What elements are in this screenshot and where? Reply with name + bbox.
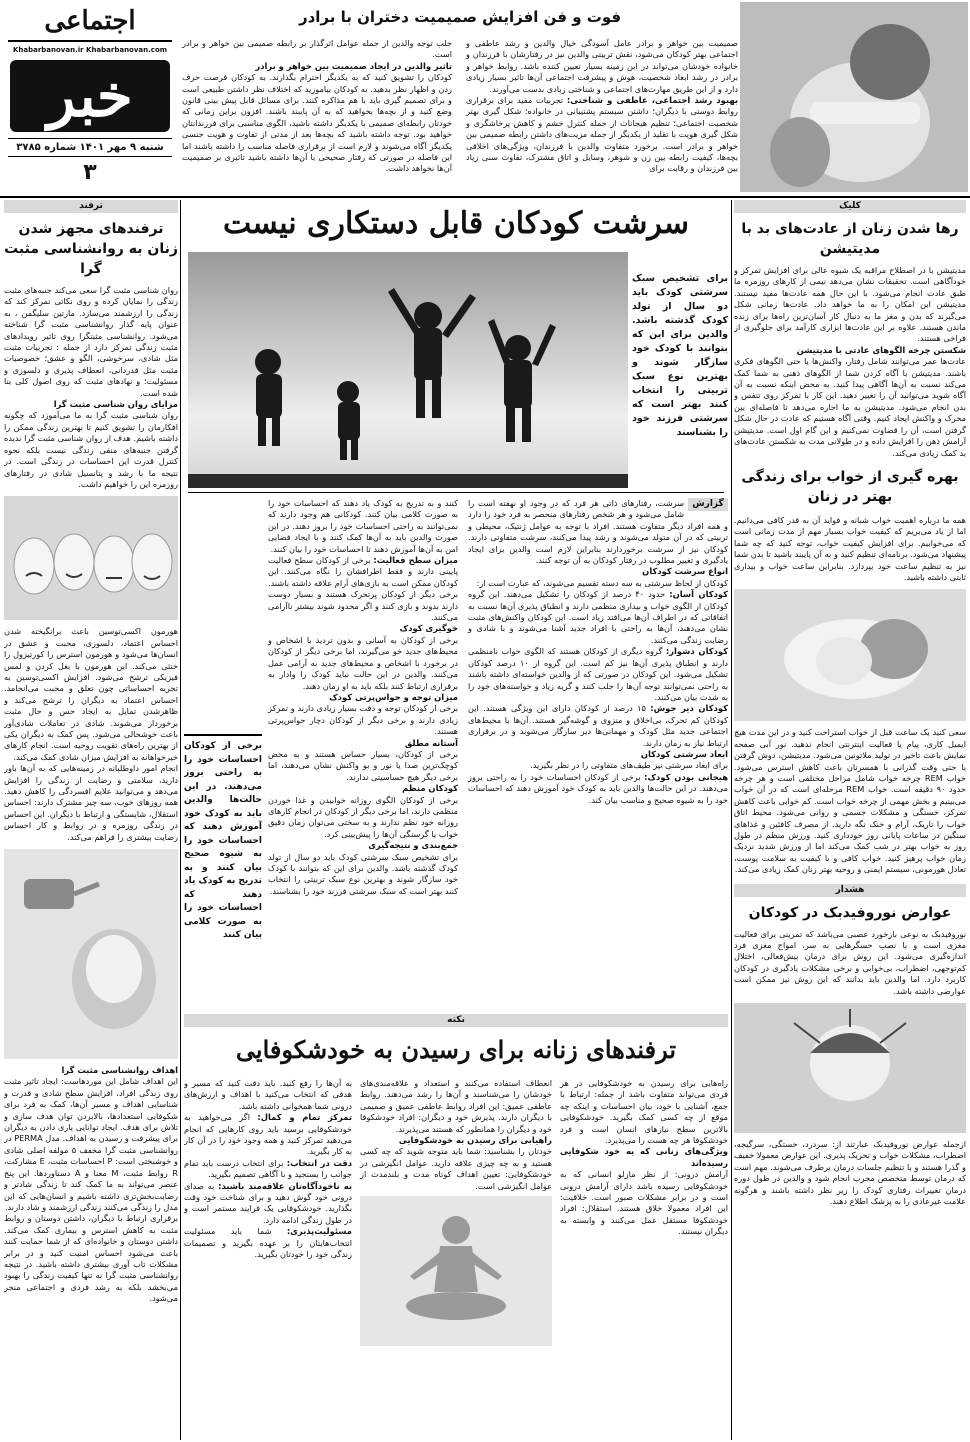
sleep-title: بهره گیری از خواب برای زندگی بهتر در زنان [741,468,959,505]
neurofeedback-child-photo [734,1003,966,1133]
main-headline: سرشت کودکان قابل دستکاری نیست [222,206,690,241]
main-col-left: کنند و به تدریج به کودک یاد دهند که احساسات خود را به صورت کلامی بیان کنند. کودکانی هم وجود دارند که نمی‌توانند به راحتی احساسات خود را بروز دهند. در این صورت والدین باید به آن‌ها کمک کنند و با ایجاد فضایی امن به آن‌ها آموزش دهند تا احساسات خود را بیان کنند. میزان سطح فعالیت: برخی از کودکان سطح فعالیت پایینی دارند و فقط اطرافشان را نگاه می‌کنند. این کودکان ممکن است به بازی‌های آرام علاقه داشته باشند. برخی دیگر از کودکان پرتحرک هستند و بسیار دوست دارند بدوند و بازی کنند و اگر محدود شوند بیشتر ناآرامی می‌کنند. خوگیری کودک برخی از کودکان به آسانی و بدون تردید با اشخاص و محیط‌های جدید خو می‌گیرند، اما برخی دیگر از کودکان در برخورد با اشخاص و محیط‌های جدید به آرامی عمل می‌کنند. والدین در این حالت نباید کودک را وادار به برقراری ارتباط کنند بلکه باید به او زمان دهند. میزان توجه و حواس‌پرتی کودک برخی از کودکان توجه و دقت بسیار زیادی دارند و تمرکز زیادی دارند و برخی دیگر از کودکان دچار حواس‌پرتی هستند. آستانه مطلق برخی از کودکان، بسیار حساس هستند و به محض کوچک‌ترین صدا یا نور و بو واکنش نشان می‌دهند، اما برخی دیگر هیچ حساسیتی ندارند. کودکان منظم برخی از کودکان الگوی روزانه خوابیدن و غذا خوردن منظمی دارند، اما برخی دیگر از کودکان در انجام کارهای روزانه خود نظم ندارند و به سختی می‌توان زمان دقیق خواب یا گرسنگی آن‌ها را پیش‌بینی کرد. جمع‌بندی و نتیجه‌گیری برای تشخیص سبک سرشتی کودک باید دو سال از تولد کودک گذشته باشد. والدین برای این که بتوانند با کودک خود سازگار شوند و بهترین نوع سبک تربیتی را انتخاب کنند بهتر است که سبک سرشتی فرزند خود را بشناسند. [268,498,458,896]
main-kicker: برای تشخیص سبک سرشتی کودک باید دو سال از تولد کودک گذشته باشد. والدین برای این که بتوانند با کودک خود سازگار شوند و بهترین نوع سبک تربیتی را انتخاب کنند بهتر است که سرشتی فرزند خود را بشناسند [632,273,728,438]
right-title: رها شدن زنان از عادت‌های بد با مدیتیشن [741,221,959,257]
bottom-col-1: راه‌هایی برای رسیدن به خودشکوفایی در هر فردی می‌تواند متفاوت باشد از جمله: ارتباط با جمع، آشنایی با خود، بیان احساسات و اینکه چه موقع از چه کسی کمک بگیرید. خودشکوفایی بالاترین سطح نیازهای انسان است و فرد خودشکوفا هر چه هست را می‌پذیرد. ویژگی‌های زنانی که به خود شکوفایی رسیده‌اند آرامش درونی: از نظر مازلو انسانی که به خودشکوفایی رسیده باشد دارای آرامش درونی است و در برابر مشکلات صبور است. خلاقیت: این افراد معمولا خلاق هستند. استقلال: افراد خودشکوفا مستقل عمل می‌کنند و وابسته به دیگران نیستند. [560,1078,728,1237]
emoji-eggs-photo [4,496,178,620]
bottom-col-3: به آن‌ها را رفع کنید. باید دقت کنید که مسیر و هدفی که انتخاب می‌کنید با اهداف و ارزش‌های درونی شما همخوانی داشته باشد. تمرکز تمام و کمال: اگر می‌خواهید به خودشکوفایی برسید باید روی کارهایی که انجام می‌دهید تمرکز کنید و همه وجود خود را در آن کار به کار بگیرید. دقت در انتخاب: برای انتخاب درست باید تمام جوانب را بسنجید و با آگاهی تصمیم بگیرید. به ناخودآگاه‌تان علاقه‌مند باشید: به صدای درونی خود گوش دهید و برای شناخت خود وقت بگذارید. خودشکوفایی یک فرایند مستمر است و در طول زندگی ادامه دارد. مسئولیت‌پذیری: شما باید مسئولیت انتخاب‌هایتان را بر عهده بگیرید و تصمیمات زندگی خود را خودتان بگیرید. [184,1078,353,1260]
woman-watering-photo [4,849,178,1059]
child-blindfold-photo [740,2,968,192]
jumping-children-photo [188,252,628,488]
main-col-right: گزارش سرشت، رفتارهای ذاتی هر فرد که در وجود او نهفته است را شامل می‌شود و هر شخص رفتارهای منحصر به فرد خود را دارد و همه افراد دیگر متفاوت هستند. افراد با توجه به عوامل ژنتیک، محیطی و تربیتی که در آن متولد می‌شوند و رشد پیدا می‌کنند، سرشت متفاوتی دارند. کودکان نیز از سرشت برخوردارند بنابراین لازم است والدین برای ایجاد یادگیری و تغییر مطلوب در رفتار کودکان به آن توجه کنند. انواع سرشت کودکان کودکان از لحاظ سرشتی به سه دسته تقسیم می‌شوند، که عبارت است از: کودکان آسان: حدود ۴۰ درصد از کودکان را تشکیل می‌دهند. این گروه کودکان از الگوی خواب و بیداری منظمی دارند و انطباق پذیری آن‌ها نسبت به اتفاقاتی که در اطراف آن‌ها می‌افتد زیاد است. این کودکان واکنش‌های مثبت نشان می‌دهند، آن‌ها به راحتی با افراد جدید آشنا می‌شوند و با شادی و رضایت زندگی می‌کنند. کودکان دشوار: گروه دیگری از کودکان هستند که الگوی خواب نامنظمی دارند و انطباق پذیری آن‌ها نیز کم است. این گروه از ۱۰ درصد کودکان تشکیل می‌شود. این کودکان در صورتی که از والدین خواسته‌ای داشته باشند به راحتی نمی‌توانند توجه آن‌ها را جلب کنند و گریه زیاد و خواسته‌های خود را به شدت بیان می‌کنند. کودکان دیر جوش: ۱۵ درصد از کودکان دارای این ویژگی هستند. این کودکان کم تحرک، بی‌اخلاق و منزوی و گوشه‌گیر هستند. آن‌ها با محیط‌های اجتماعی جدید مثل کودک و مهمانی‌ها دیر سازگار می‌شوند و در برقراری ارتباط نیاز به زمان دارند. ابعاد سرشتی کودکان برای ابعاد سرشتی نیز طیف‌های متفاوتی را در نظر بگیرید. هیجانی بودن کودک: برخی از کودکان احساسات خود را به راحتی بروز می‌دهند. در این حالت‌ها والدین باید به کودک خود آموزش دهند که احساسات خود را به شیوه صحیح و مناسب بیان کند. [468,498,728,805]
tag-nokte: نکته [184,1014,728,1027]
right-column: کلیک رها شدن زنان از عادت‌های بد با مدیتیشن مدیتیشن یا در اصطلاح مراقبه یک شیوه عالی برای افزایش تمرکز و خودآگاهی است. تحقیقات نشان می‌دهد نیمی از کارهای روزمره ما طبق عادت انجام می‌شود. با این حال همه عادت‌ها مفید نیستند. مدیتیشن این امکان را به ما خواهد داد. عادت‌ها زمانی شکل می‌گیرند که بدن و مغز ما به دنبال کار آسان‌ترین راه‌ها برای زنده ماندن هستند. علاوه بر این عادت‌ها ابزاری کارآمد برای جلوگیری از فراخی هستند. شکستن چرخه الگوهای عادتی با مدیتیشن عادت‌ها عمر می‌توانند شامل رفتار، واکنش‌ها یا حتی الگوهای فکری باشند. مدیتیشن با آگاه کردن شما از الگوهای ذهنی به شما کمک می‌کند نسبت به آن‌ها آگاهی پیدا کنید. به محض اینکه نسبت به آن آگاه شوید می‌توانید آن را تغییر دهید. این کار با تمرکز روی تنفس و بدن انجام می‌شود. مدیتیشن به ما اجازه می‌دهد تا فاصله‌ای بین محرک و واکنش ایجاد کنیم. وقتی آگاه هستیم که عادت در حال شکل گرفتن است، آن را قضاوت نمی‌کنیم و این گام اول است. مدیتیشن آرامش ذهن را افزایش داده و در طولانی مدت به شکستن عادت‌های بد کمک زیادی می‌کند. بهره گیری از خواب برای زندگی بهتر در زنان همه ما درباره اهمیت خواب شبانه و فواید آن به قدر کافی می‌دانیم. اما از یاد می‌بریم که کیفیت خواب بسیار مهم از مدت زمانی است که می‌خوابیم. برای افزایش کیفیت خواب، توجه کنید که چه شما پیشنهاد می‌شود. برنامه‌ای تنظیم کنید و به آن پایبند باشید تا بدن شما نیز به تنظیم ساعت خود بپردازد. بنابراین ساعت خواب و بیداری ثابتی داشته باشید. سعی کنید یک ساعت قبل از خواب استراحت کنید و در این مدت هیچ ایمیل کاری، پیام یا فعالیت اینترنتی انجام ندهید. نور آبی صفحه نمایش باعث تاخیر در تولید ملاتونین می‌شود. مدیتیشن، دوش گرفتن یا حتی وقت گذرانی با همسرتان باعث کاهش استرس می‌شود. خواب REM چرخه خواب شامل مراحل مختلفی است و هر چرخه حدود ۹۰ دقیقه است. خواب REM مرحله‌ای است که در آن خواب می‌بینیم و بخش مهمی از چرخه خواب است. کم خوابی باعث کاهش تمرکز، خستگی و مشکلات جسمی و روانی می‌شود. محیط اتاق خواب را تاریک، آرام و خنک نگه دارید. از مصرف کافئین و غذاهای سنگین در ساعات پایانی روز خودداری کنید. ورزش منظم در طول روز به خواب بهتر در شب کمک می‌کند اما از ورزش شدید نزدیک زمان خواب پرهیز کنید. خواب کافی و با کیفیت به سلامت پوست، تعادل هورمونی، سیستم ایمنی و روحیه بهتر زنان کمک زیادی می‌کند. هشدار عوارض نوروفیدبک در کودکان نوروفیدبک به نوعی بازخورد عصبی می‌باشد که تمرینی برای فعالیت مغزی است و با نصب حسگرهایی به سر، امواج مغزی فرد اندازه‌گیری می‌شود. این روش برای درمان بیش‌فعالی، اختلال کم‌توجهی، اضطراب، بی‌خوابی و برخی مشکلات یادگیری در کودکان کاربرد دارد. اما والدین باید بدانند که این روش نیز ممکن است عوارضی داشته باشد. ازجمله عوارض نوروفیدبک عبارتند از: سردرد، خستگی، سرگیجه، اضطراب، مشکلات خواب و تحریک پذیری. این عوارض معمولا خفیف و گذرا هستند و با تنظیم جلسات درمان برطرف می‌شوند. مهم است که درمان توسط متخصص مجرب انجام شود و والدین در طول دوره درمان تغییرات رفتاری کودک را زیر نظر داشته باشند و هرگونه علامت غیرعادی را به پزشک اطلاع دهند. [734,201,966,1207]
section-title: اجتماعی [44,6,136,36]
bottom-article [184,1014,728,1438]
tag-report: گزارش [688,498,728,511]
bottom-col-2: انعطاف استفاده می‌کنند و استعداد و علاقه‌مندی‌های خودشان را می‌شناسند و آن‌ها را رشد می‌دهند. روابط عاطفی عمیق: این افراد روابط عاطفی عمیق و صمیمی با دیگران دارند. پذیرش خود و دیگران: افراد خودشکوفا خود و دیگران را همانطور که هستند می‌پذیرند. راهیابی برای رسیدن به خودشکوفایی خودتان را بشناسید: شما باید متوجه شوید که چه کسی هستید و به چه چیزی علاقه دارید. عوامل انگیزشی در خودشکوفایی: تعیین اهداف کوتاه مدت و بلندمدت از عوامل انگیزشی است. [360,1078,552,1346]
main-pullquote: برخی از کودکان احساسات خود را به راحتی بروز می‌دهند. در این حالت‌ها والدین باید به کودک خود آموزش دهند که احساسات خود را به شیوه صحیح بیان کنند و به تدریج به کودک یاد دهند که احساسات خود را به صورت کلامی بیان کنند [184,734,262,943]
issue-date: شنبه ۹ مهر ۱۴۰۱ شماره ۳۷۸۵ [16,142,164,153]
top-article: فوت و فن افزایش صمیمیت دختران با برادر صمیمیت بین خواهر و برادر عامل آسودگی خیال والدین و رشد عاطفی و اجتماعی بهتر کودکان می‌شود، نقش تربیتی والدین نیز در رفتارشان با فرزندان و خانواده خودشان می‌تواند در این زمینه بسیار تعیین کننده باشد. روابط خواهر و برادر در رشد ابعاد شخصیت، هوش و پیشرفت اجتماعی آن‌ها تاثیر بسیار زیادی دارد و از این طریق مهارت‌های اجتماعی و شناختی زیادی بدست می‌آورند. بهبود رشد اجتماعی، عاطفی و شناختی: تجربیات مفید برای برقراری روابط دوستی با دیگران؛ داشتن سیستم پشتیبانی در خانواده؛ شکل گیری بهتر شخصیت اجتماعی؛ تنظیم هیجانات از جمله کنترل خشم و کاهش پرخاشگری و شکل گیری هویت با تقلید از یکدیگر از جمله مزیت‌های داشتن رابطه صمیمی بین خواهر و برادر است. برخورد متفاوت والدین با فرزندان، ویژگی‌های اخلاقی بچه‌ها، کیفیت رابطه بین زن و شوهر، وسایل و اتاق مشترک، تفاوت سنی زیاد بین فرزندان و رقابت برای جلب توجه والدین از جمله عوامل اثرگذار بر رابطه صمیمی بین خواهر و برادر است. تاثیر والدین در ایجاد صمیمیت بین خواهر و برادر کودکان را تشویق کنید که به یکدیگر احترام بگذارند. به کودکان فرصت حرف زدن و اظهار نظر بدهید. به کودکان بیاموزید که اختلاف نظر داشتن طبیعی است و برای تصمیم گیری باید با هم مذاکره کنند. برای مسائل قابل پیش بینی قانون وضع کنید و از بچه‌ها بخواهید که به آن پایبند باشند. افزون براین زمانی که خودتان رابطه‌ای صمیمی با یکدیگر داشته باشید، الگوی مناسبی برای فرزندانتان خواهید بود. توجه داشته باشید که بچه‌ها بعد از مدتی از تفاوت و هویت جنسی یکدیگر آگاه می‌شوند و لازم است از برقراری فاصله مناسب را داشته باشند اما این فاصله در صورتی که رفتار صحیحی با آن‌ها داشته باشید تاثیری بر صمیمیت آن‌ها نخواهد داشت. [182,8,738,174]
bottom-headline: ترفندهای زنانه برای رسیدن به خودشکوفایی [235,1035,677,1064]
neurofeedback-title: عوارض نوروفیدبک در کودکان [748,904,952,921]
masthead [2,2,178,192]
left-title: ترفندهای مجهز شدن زنان به روانشناسی مثبت گرا [4,221,178,277]
site-urls: Khabarbanovan.ir Khabarbanovan.com [12,46,168,54]
top-article-title: فوت و فن افزایش صمیمیت دختران با برادر [298,8,622,26]
main-article [184,200,728,1012]
logo: خبر [10,60,170,132]
meditation-figure-illustration [360,1196,552,1346]
tag-tarfand: ترفند [4,200,178,213]
tag-warning: هشدار [734,884,966,897]
left-column: ترفند ترفندهای مجهز شدن زنان به روانشناسی مثبت گرا روان شناسی مثبت گرا سعی می‌کند جنبه‌های مثبت زندگی را نمایان کرده و روی نکاتی تمرکز کند که زندگی را ارزشمند می‌سازد. مارتین سلیگمن ، به عنوان پایه گذار روانشناسی مثبت گرا شناخته می‌شود. روانشناسی مثبتگرا روی تاثیر رویدادهای مثبت زندگی تمرکز دارد از جمله : تجربیات مثبت مثل شادی، سرخوشی، الگو و عشق؛ خصوصیات مثبت مثل قدردانی، انعطاف پذیری و دلسوزی و مسئولیت؛ و نهادهای مثبت که روی اصول کلی بنا شده است. مزایای روان شناسی مثبت گرا روان شناسی مثبت گرا به ما می‌آموزد که چگونه افکارمان را تشویق کنیم تا بهترین زندگی ممکن را داشته باشیم. هدف از روان شناسی مثبت گرا ندیده گرفتن جنبه‌های منفی زندگی نیست بلکه نحوه کنترل قدرت این احساسات در زندگی است. در نتیجه ما با رشد و پتانسیل شادی در رفتارهای روزمره این را خواهیم داشت. هورمون اکسی‌توسین باعث برانگیخته شدن احساس اعتماد، دلسوزی، محبت و عشق در انسان‌ها می‌شود و هورمون استرس را کورتیزول را خنثی می‌کند. این هورمون با بغل کردن و لمس فیزیکی ترشح می‌شود. افزایش اکسی‌توسین به تجربه احساساتی چون تعلق و محبت می‌انجامد. احساس اعتماد به دیگران را ترشح می‌کند و ظاهرشدن تمایل به ایجاد حس و حال مثبت برخوردار می‌شوند. شادی در تعاملات شادی‌آور باعث خوشحالی می‌شود. پس کمک به دیگران یکی از بهترین راه‌های تقویت روحیه است. انجام کارهای خیرخواهانه به افزایش میزان شادی کمک می‌کند. انجام امور داوطلبانه در زمینه‌هایی که به آن‌ها باور دارید، سلامتی و رضایت از زندگی را افزایش می‌دهد و می‌توانید علایم افسردگی را کاهش دهید. همه روزهای خوب، سه چیز مشترک دارند: احساس استقلال، شایستگی و ارتباط با دیگران. این احساس در زندگی روزمره و در روابط و کار احساس رضایت بیشتری را فراهم می‌کند. اهداف روانشناسی مثبت گرا این اهداف شامل این موردهاست: ایجاد تاثیر مثبت روی زندگی افراد، افزایش سطح شادی و قدرت و شناسایی اهداف و مسیر آن‌ها، کمک به فرد برای شکوفایی استعدادها، بالابردن توان هدف سازی و تلاش برای هدف. ایجاد توانایی یاری دادن به دیگران برای پیشرفت و رسیدن به اهداف. مدل PERMA در روانشناسی مثبت گرا مخفف ۵ مولفه اصلی شادی و خوشبختی است: P احساسات مثبت، E مشارکت، R روابط مثبت، M معنا و A دستاوردها. این پنج عنصر می‌تواند به ما کمک کند تا زندگی شادتر و رضایت‌بخش‌تری داشته باشیم و انسان‌هایی که این مدل را زندگی می‌کنند زندگی ارزشمند و شاد دارند. برقراری ارتباط با دیگران، داشتن دوستان و روابط مثبت به کاهش استرس و بیماری کمک می‌کند. داشتن دوستان و خانواده‌ای که از شما حمایت کنند باعث می‌شود احساس امنیت کنید و در برابر مشکلات تاب آوری بیشتری داشته باشید. در نتیجه روانشناسی مثبت گرا نه تنها کیفیت زندگی را بهبود می‌بخشد بلکه به رشد فردی و اجتماعی منجر می‌شود. [4,201,178,1304]
tag-click: کلیک [734,200,966,213]
page-number: ۳ [83,160,97,185]
sleeping-woman-photo [734,589,966,721]
